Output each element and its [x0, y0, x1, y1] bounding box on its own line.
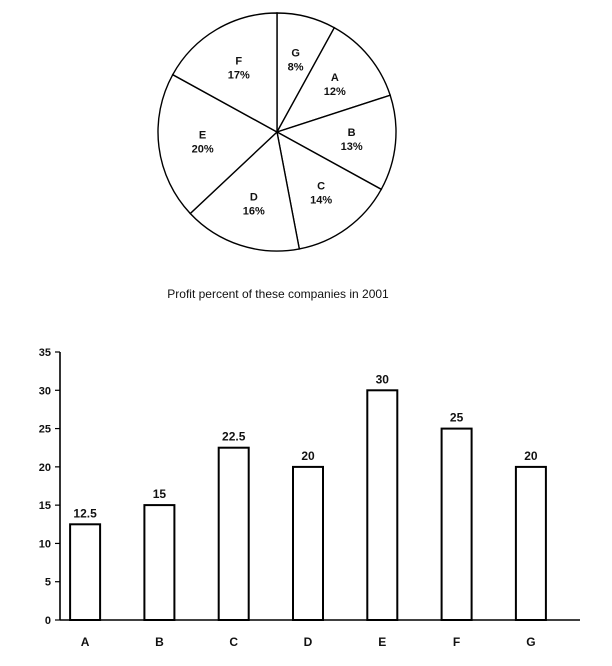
y-tick-label: 30 — [38, 385, 51, 398]
bar-value-G: 20 — [524, 448, 538, 463]
x-tick-label-F: F — [452, 635, 461, 649]
pie-value-A: 12% — [323, 86, 346, 99]
bar-B — [144, 505, 174, 620]
pie-value-G: 8% — [287, 61, 304, 74]
bar-E — [367, 390, 397, 620]
pie-value-F: 17% — [227, 69, 250, 82]
chart-title: Profit percent of these companies in 2001 — [167, 287, 389, 301]
x-tick-label-C: C — [229, 635, 239, 649]
pie-label-F: F — [235, 55, 243, 68]
bar-value-F: 25 — [449, 410, 464, 425]
y-tick-label: 10 — [38, 538, 51, 551]
bar-G — [516, 467, 546, 620]
bar-value-E: 30 — [375, 372, 389, 387]
x-tick-label-B: B — [155, 635, 164, 649]
pie-label-D: D — [249, 191, 258, 204]
pie-label-A: A — [330, 72, 339, 85]
y-tick-label: 35 — [38, 347, 51, 359]
pie-label-E: E — [198, 129, 207, 142]
bar-value-D: 20 — [301, 448, 315, 463]
pie-value-E: 20% — [191, 143, 214, 156]
y-tick-label: 25 — [38, 423, 51, 436]
y-tick-label: 15 — [38, 500, 51, 513]
y-tick-label: 5 — [44, 576, 51, 589]
pie-chart — [0, 0, 612, 280]
bar-F — [442, 429, 472, 620]
y-tick-label: 0 — [44, 615, 51, 627]
x-tick-label-G: G — [526, 635, 536, 649]
pie-value-C: 14% — [310, 194, 333, 207]
y-tick-label: 20 — [38, 461, 51, 474]
bar-C — [219, 448, 249, 620]
bar-value-B: 15 — [152, 487, 167, 502]
bar-value-C: 22.5 — [222, 429, 246, 444]
pie-value-B: 13% — [340, 141, 363, 154]
x-tick-label-A: A — [80, 635, 90, 649]
pie-label-C: C — [317, 180, 326, 193]
bar-D — [293, 467, 323, 620]
x-tick-label-D: D — [303, 635, 313, 649]
bar-chart — [0, 335, 612, 666]
pie-value-D: 16% — [242, 205, 265, 218]
pie-label-G: G — [291, 47, 300, 60]
bar-value-A: 12.5 — [73, 506, 97, 521]
x-tick-label-E: E — [378, 635, 387, 649]
pie-label-B: B — [347, 127, 356, 140]
bar-A — [70, 524, 100, 620]
